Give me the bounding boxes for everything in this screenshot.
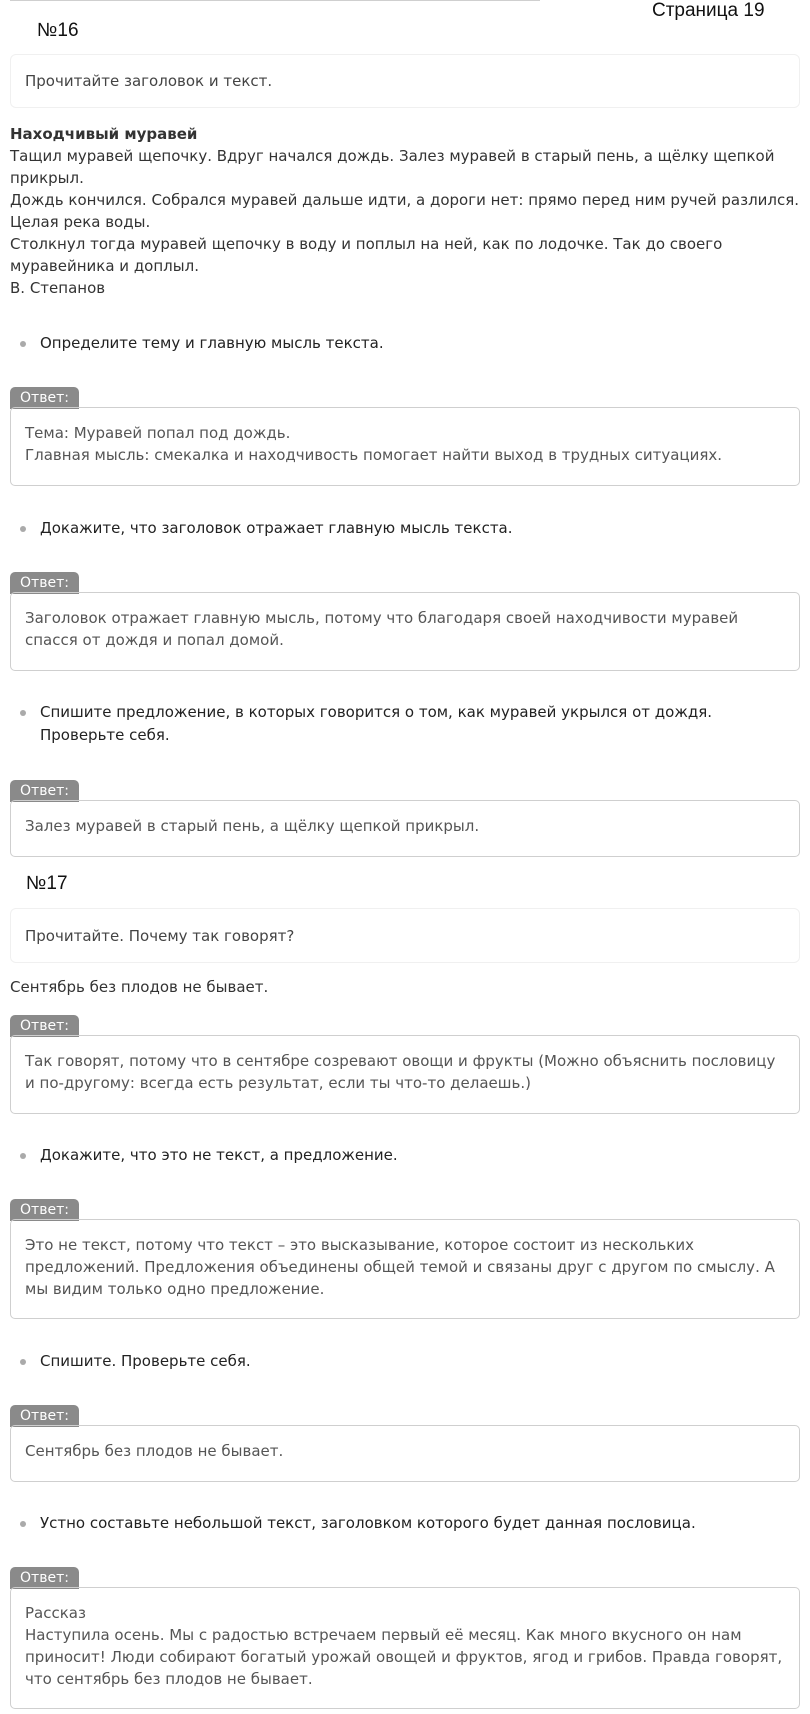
answer-line: Рассказ bbox=[25, 1604, 86, 1622]
story-title: Находчивый муравей bbox=[10, 125, 198, 143]
question-item: Спишите. Проверьте себя. bbox=[20, 1350, 800, 1373]
page-label: Страница 19 bbox=[652, 0, 765, 21]
answer-line: Тема: Муравей попал под дождь. bbox=[25, 424, 291, 442]
task-16-number: №16 bbox=[37, 20, 79, 41]
answer-label: Ответ: bbox=[10, 1199, 79, 1221]
question-item: Спишите предложение, в которых говорится о том, как муравей укрылся от дождя. Проверьте себя. bbox=[20, 701, 800, 747]
task-16-instruction bbox=[10, 54, 800, 108]
answer-box bbox=[10, 800, 800, 857]
answer-box bbox=[10, 1035, 800, 1114]
story-line: Столкнул тогда муравей щепочку в воду и поплыл на ней, как по лодочке. Так до своего муравейника и доплыл. bbox=[10, 235, 723, 275]
answer-label: Ответ: bbox=[10, 780, 79, 802]
answer-label: Ответ: bbox=[10, 387, 79, 409]
question-item: Определите тему и главную мысль текста. bbox=[20, 332, 800, 355]
instruction-text: Прочитайте заголовок и текст. bbox=[25, 72, 273, 90]
answer-label: Ответ: bbox=[10, 1567, 79, 1589]
answer-box bbox=[10, 592, 800, 671]
answer-box bbox=[10, 1587, 800, 1709]
question-item: Докажите, что заголовок отражает главную мысль текста. bbox=[20, 517, 800, 540]
answer-line: Так говорят, потому что в сентябре созревают овощи и фрукты (Можно объяснить пословицу и по-другому: всегда есть результат, если ты что-то делаешь.) bbox=[25, 1052, 776, 1092]
story-line: Тащил муравей щепочку. Вдруг начался дождь. Залез муравей в старый пень, а щёлку щепкой прикрыл. bbox=[10, 147, 775, 187]
answer-line: Залез муравей в старый пень, а щёлку щепкой прикрыл. bbox=[25, 817, 480, 835]
story-author: В. Степанов bbox=[10, 279, 106, 297]
answer-line: Это не текст, потому что текст – это высказывание, которое состоит из нескольких предложений. Предложения объединены общей темой и связаны друг с другом по смыслу. А мы видим только одно предложение. bbox=[25, 1236, 775, 1298]
answer-line: Сентябрь без плодов не бывает. bbox=[25, 1442, 284, 1460]
question-item: Устно составьте небольшой текст, заголовком которого будет данная пословица. bbox=[20, 1512, 800, 1535]
answer-label: Ответ: bbox=[10, 1015, 79, 1037]
task-17-instruction bbox=[10, 908, 800, 963]
proverb-text: Сентябрь без плодов не бывает. bbox=[10, 978, 269, 996]
story-text bbox=[10, 123, 805, 299]
answer-label: Ответ: bbox=[10, 572, 79, 594]
answer-line: Наступила осень. Мы с радостью встречаем первый её месяц. Как много вкусного он нам приносит! Люди собирают богатый урожай овощей и фруктов, ягод и грибов. Правда говорят, что сентябрь без плодов не бывает. bbox=[25, 1626, 783, 1688]
answer-box bbox=[10, 1425, 800, 1482]
answer-label: Ответ: bbox=[10, 1405, 79, 1427]
answer-box bbox=[10, 407, 800, 486]
instruction-text: Прочитайте. Почему так говорят? bbox=[25, 926, 295, 945]
question-item: Докажите, что это не текст, а предложение. bbox=[20, 1144, 800, 1167]
top-divider bbox=[10, 0, 540, 1]
story-line: Дождь кончился. Собрался муравей дальше идти, а дороги нет: прямо перед ним ручей разлился. Целая река воды. bbox=[10, 191, 800, 231]
answer-line: Заголовок отражает главную мысль, потому что благодаря своей находчивости муравей спасся от дождя и попал домой. bbox=[25, 609, 739, 649]
answer-box bbox=[10, 1219, 800, 1319]
answer-line: Главная мысль: смекалка и находчивость помогает найти выход в трудных ситуациях. bbox=[25, 446, 723, 464]
task-17-number: №17 bbox=[26, 873, 68, 894]
